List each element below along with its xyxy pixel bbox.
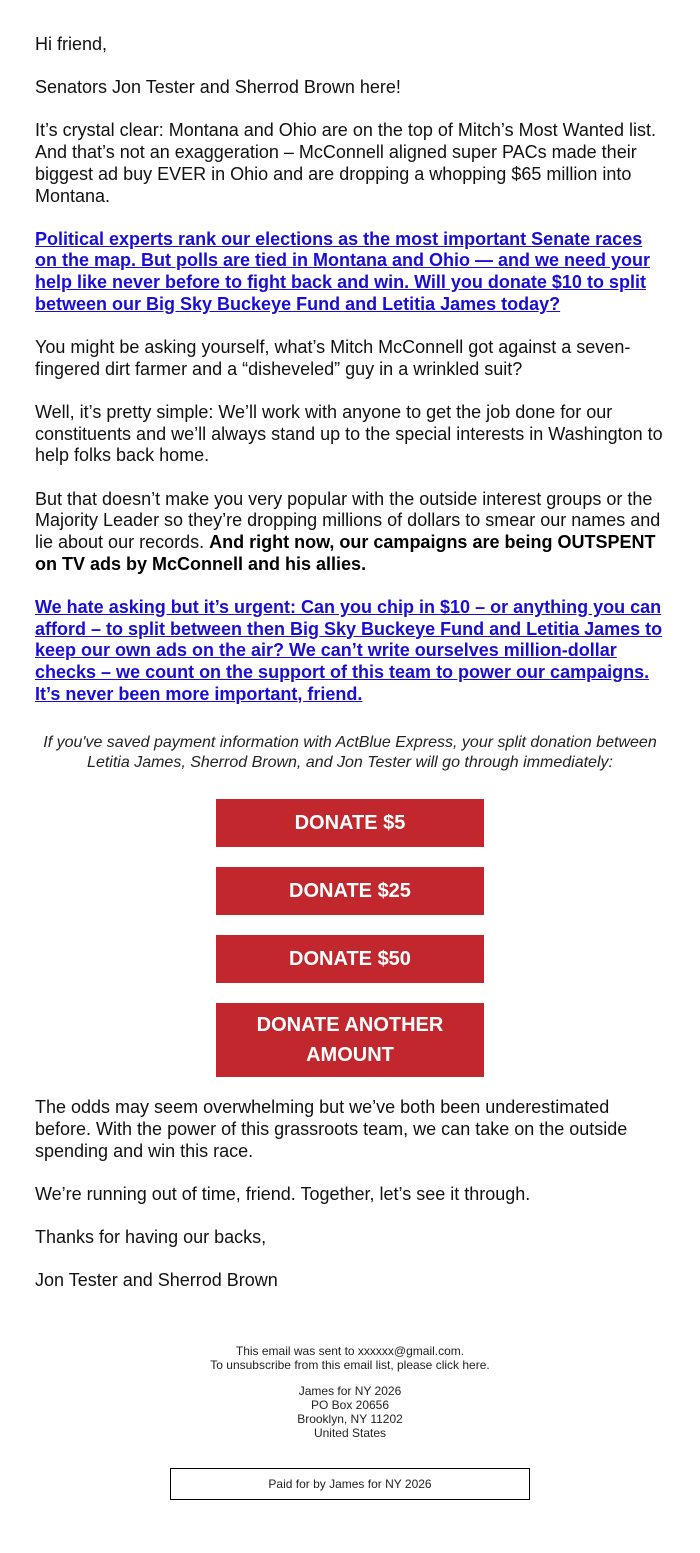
- address-line: United States: [313, 1426, 387, 1441]
- paragraph: The odds may seem overwhelming but we’ve both been underestimated before. With the power of this grassroots team, we can take on the outside spending and win this race.: [35, 1097, 628, 1161]
- address-line: PO Box 20656: [310, 1398, 390, 1413]
- donate-25-button[interactable]: DONATE $25: [216, 867, 484, 915]
- donate-50-button[interactable]: DONATE $50: [216, 935, 484, 983]
- bold-text: And right now, our campaigns are being OUTSPENT on TV ads by McConnell and his allies.: [35, 531, 656, 574]
- paragraph: Well, it’s pretty simple: We’ll work with anyone to get the job done for our constituents and we’ll always stand up to the special interests in Washington to help folks back home.: [35, 401, 663, 466]
- intro: Senators Jon Tester and Sherrod Brown here!: [35, 77, 401, 98]
- address-line: James for NY 2026: [298, 1384, 402, 1399]
- donate-link[interactable]: Political experts rank our elections as the most important Senate races on the map. But polls are tied in Montana and Ohio — and we need your help like never before to fight back and win. Will you donate $10 to split between our Big Sky Buckeye Fund and Letitia James today?: [35, 228, 651, 314]
- donate-buttons: [35, 799, 665, 1077]
- actblue-note: If you've saved payment information with ActBlue Express, your split donation between Letitia James, Sherrod Brown, and Jon Tester will go through immediately:: [43, 734, 657, 772]
- sent-to: This email was sent to xxxxxx@gmail.com.: [235, 1344, 465, 1359]
- paragraph: Thanks for having our backs,: [35, 1227, 267, 1248]
- paragraph: [35, 489, 665, 576]
- footer: [35, 1344, 665, 1500]
- address-line: Brooklyn, NY 11202: [297, 1412, 403, 1427]
- greeting: Hi friend,: [35, 34, 108, 54]
- paragraph: We’re running out of time, friend. Together, let’s see it through.: [35, 1183, 531, 1204]
- donate-link[interactable]: We hate asking but it’s urgent: Can you chip in $10 – or anything you can afford – to split between then Big Sky Buckeye Fund and Letitia James to keep our own ads on the air? We can’t write ourselves million-dollar checks – we count on the support of this team to power our campaigns. It’s never been more important, friend.: [35, 596, 663, 704]
- paid-for-box: Paid for by James for NY 2026: [170, 1468, 530, 1500]
- donate-5-button[interactable]: DONATE $5: [216, 799, 484, 847]
- paragraph: You might be asking yourself, what’s Mitch McConnell got against a seven-fingered dirt farmer and a “disheveled” guy in a wrinkled suit?: [35, 337, 631, 379]
- unsubscribe-link[interactable]: To unsubscribe from this email list, please click here.: [210, 1358, 490, 1373]
- paragraph: It’s crystal clear: Montana and Ohio are on the top of Mitch’s Most Wanted list. And that’s not an exaggeration – McConnell aligned super PACs made their biggest ad buy EVER in Ohio and are dropping a whopping $65 million into Montana.: [35, 120, 656, 206]
- signature: Jon Tester and Sherrod Brown: [35, 1270, 278, 1291]
- donate-other-button[interactable]: DONATE ANOTHER AMOUNT: [216, 1003, 484, 1077]
- paragraph-text: But that doesn’t make you very popular with the outside interest groups or the Majority Leader so they’re dropping millions of dollars to smear our names and lie about our records.: [35, 488, 661, 552]
